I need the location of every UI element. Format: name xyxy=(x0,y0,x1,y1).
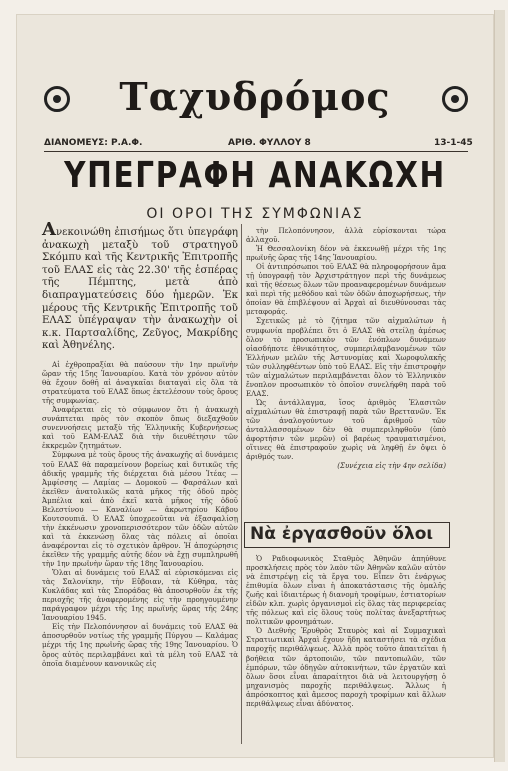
issue-date: 13-1-45 xyxy=(434,138,473,148)
distributor-label: ΔΙΑΝΟΜΕΥΣ: Ρ.Α.Φ. xyxy=(44,138,143,148)
paper-edge-strip xyxy=(494,10,505,762)
left-paragraph: Αἱ ἐχθροπραξίαι θὰ παύσουν τὴν 1ην πρωϊνὴν ὥραν τῆς 15ης Ἰανουαρίου. Κατὰ τὸν χρόνον αὐτὸν θὰ ἔχουν δοθῆ αἱ ἀναγκαῖαι διαταγαὶ εἰς ὅλα τὰ στρατεύματα τοῦ ΕΛΑΣ ὅπως ἐκτελέσουν τοὺς ὅρους τῆς συμφωνίας. xyxy=(42,360,238,406)
left-paragraph: Ὅλαι αἱ δυνάμεις τοῦ ΕΛΑΣ αἱ εὑρισκόμεναι εἰς τὰς Σαλονίκην, τὴν Εὔβοιαν, τὰ Κύθηρα, τὰς Κυκλάδας καὶ τὰς Σποράδας θὰ ἀποσυρθοῦν ἐκ τῆς περιοχῆς τῆς ἀναφερομένης εἰς τὴν προηγουμένην παράγραφον μέχρι τῆς 1ης πρωϊνῆς ὥρας τῆς 24ης Ἰανουαρίου 1945. xyxy=(42,568,238,623)
left-paragraph: Εἰς τὴν Πελοπόννησον αἱ δυνάμεις τοῦ ΕΛΑΣ θὰ ἀποσυρθοῦν νοτίως τῆς γραμμῆς Πύργου — Καλάμας μέχρι τῆς 1ης πρωϊνῆς ὥρας τῆς 19ης Ἰανουαρίου. Ὁ ὅρος αὐτὸς περιλαμβάνει καὶ τὰ μέλη τοῦ ΕΛΑΣ τὰ ὁποῖα διαμένουν κανονικῶς εἰς xyxy=(42,622,238,668)
lead-paragraph xyxy=(42,219,238,353)
right-paragraph: Ἡ Θεσσαλονίκη δέον νὰ ἐκκενωθῇ μέχρι τῆς 1ης πρωϊνῆς ὥρας τῆς 14ης Ἰανουαρίου. xyxy=(246,244,446,263)
column-separator xyxy=(241,224,242,744)
left-paragraph: Σύμφωνα μὲ τοὺς ὅρους τῆς ἀνακωχῆς αἱ δυνάμεις τοῦ ΕΛΑΣ θὰ παραμείνουν βορείως καὶ δυτικῶς τῆς ἀδικῆς γραμμῆς τῆς διέρχεται διὰ μέσου Ἰτέας — Ἀμφίσσης — Λαμίας — Δομοκοῦ — Φαρσάλων καὶ ἐκεῖθεν ἀνατολικῶς κατὰ μῆκος τῆς ὁδοῦ πρὸς Ἀμπέλια καὶ ἀπὸ ἐκεῖ κατὰ μῆκος τῆς ὁδοῦ Βελεστίνου — Καναλίων — ἀκρωτηρίου Κάβου Κουτσουπιᾶ. Ὁ ΕΛΑΣ ὑποχρεοῦται νὰ ἐξασφαλίσῃ τὴν ἐκκένωσιν χρονοπερισσότερον τῶν ὁδῶν αὐτῶν καὶ τὰ ἐκκενώσῃ ὅλας τὰς πόλεις αἱ ὁποῖαι ἀναφέρονται εἰς τὸ σχετικὸν ἄρθρον. Ἡ ἀποχώρησις ἐκεῖθεν τῆς γραμμῆς αὐτῆς δέον νὰ ἔχῃ συμπληρωθῆ τὴν 1ην πρωϊνὴν ὥραν τῆς 18ης Ἰανουαρίου. xyxy=(42,450,238,569)
right-paragraph: Ὡς ἀντάλλαγμα, ἴσος ἀριθμὸς Ἐλασιτῶν αἰχμαλώτων θὰ ἐπιστραφῇ παρὰ τῶν Βρεττανῶν. Ἐκ τῶν ἀναλογούντων τοῦ ἀριθμοῦ τῶν ἀνταλλασσομένων δὲν θὰ συμπεριληφθοῦν (ὑπὸ ἀφορτήσιν τῶν μερῶν) οἱ βαρέως τραυματισμένοι, οἵτινες θὰ ἐπιστραφοῦν χωρὶς νὰ ληφθῇ ἐν ὄψει ὁ ἀριθμός των. xyxy=(246,397,446,462)
box-heading: Νὰ ἐργασθοῦν ὅλοι xyxy=(250,524,434,544)
continued-note: (Συνέχεια εἰς τὴν 4ην σελίδα) xyxy=(337,461,446,471)
box-paragraph: Ὁ Διεθνὴς Ἐρυθρὸς Σταυρὸς καὶ αἱ Συμμαχικαὶ Στρατιωτικαὶ Ἀρχαὶ ἔχουν ἤδη καταστήσει τὰ σχέδια παροχῆς περιθάλψεως. Ἀλλὰ πρὸς τοῦτο ἀπαιτεῖται ἡ βοήθεια τῶν ἀρτοποιῶν, τῶν παντοπωλῶν, τῶν ἐμπόρων, τῶν ὁδηγῶν αὐτοκινήτων, τῶν ἐργατῶν καὶ ὅλων ὅσοι εἶναι ἀπαραίτητοι διὰ νὰ λειτουργήσῃ ὁ μηχανισμὸς παροχῆς περιθάλψεως. Ἄλλως ἡ ἀπρόσκοπτος καὶ ἄμεσος παροχὴ τροφίμων καὶ ἄλλων περιθάλψεως εἶναι ἀδύνατος. xyxy=(246,626,446,708)
issue-number: ΑΡΙΘ. ΦΥΛΛΟΥ 8 xyxy=(228,138,311,148)
newspaper-page xyxy=(16,14,494,758)
right-column xyxy=(246,226,446,470)
box-paragraph: Ὁ Ραδιοφωνικὸς Σταθμὸς Ἀθηνῶν ἀπηύθυνε προσκλήσεις πρὸς τὸν λαὸν τῶν Ἀθηνῶν καλῶν αὐτὸν νὰ ἐπιστρέψῃ εἰς τὰ ἔργα του. Εἶπεν ὅτι ἐνάργως ἐπιθυμία ὅλων εἶναι ἡ ἀποκατάστασις τῆς ὁμαλῆς ζωῆς καὶ ἰδιαιτέρως ἡ διανομὴ τροφίμων, ἐστιατορίων εἰδῶν κλπ. χωρὶς ὀργανισμοὶ εἰς ὅλας τὰς περιφερείας τῆς πόλεως καὶ εἰς ὅλους τοὺς πολίτας ἀνεξαρτήτως πολιτικῶν φρονημάτων. xyxy=(246,554,446,627)
right-paragraph: Σχετικῶς μὲ τὸ ζήτημα τῶν αἰχμαλώτων ἡ συμφωνία προβλέπει ὅτι ὁ ΕΛΑΣ θὰ στείλῃ ἀμέσως ὅλον τὸ προσωπικὸν τῶν ἐνόπλων δυνάμεων οἱασδήποτε ἐθνικότητος, συμπεριλαμβανομένων τῶν Ἑλλήνων μελῶν τῆς Ἀστυνομίας καὶ Χωροφυλακῆς τῶν συλληφθέντων ὑπὸ τοῦ ΕΛΑΣ. Εἰς τὴν ἐπιστροφὴν τῶν αἰχμαλώτων περιλαμβάνεται ὅλον τὸ Ἑλληνικὸν ἔνοπλον προσωπικὸν τὸ ὁποῖον συνελήφθη παρὰ τοῦ ΕΛΑΣ. xyxy=(246,316,446,398)
box-column xyxy=(246,554,446,708)
sub-headline: ΟΙ ΟΡΟΙ ΤΗΣ ΣΥΜΦΩΝΙΑΣ xyxy=(146,206,364,222)
masthead-title: Ταχυδρόμος xyxy=(119,74,391,119)
left-column xyxy=(42,360,238,668)
lead-text: νεκοινώθη ἐπισήμως ὅτι ὑπεγράφη ἀνακωχὴ μεταξὺ τοῦ στρατηγοῦ Σκόμπυ καὶ τῆς Κεντρικῆς Ἐπιτροπῆς τοῦ ΕΛΑΣ εἰς τὰς 22.30' τῆς ἑσπέρας τῆς Πέμπτης, μετὰ ἀπὸ διαπραγματεύσεις δύο ἡμερῶν. Ἐκ μέρους τῆς Κεντρικῆς Ἐπιτροπῆς τοῦ ΕΛΑΣ ὑπέγραψαν τὴν ἀνακωχὴν οἱ κ.κ. Παρτσαλίδης, Ζεῦγος, Μακρίδης καὶ Ἀθηνέλης. xyxy=(42,227,238,352)
left-paragraph: Ἀναφέρεται εἰς τὸ σύμφωνον ὅτι ἡ ἀνακωχὴ συνάπτεται πρὸς τὸν σκοπὸν ὅπως διεξαχθοῦν συνεννοήσεις μεταξὺ τῆς Ἑλληνικῆς Κυβερνήσεως καὶ τοῦ ΕΑΜ-ΕΛΑΣ διὰ τὴν διευθέτησιν τῶν ἐκκρεμῶν ζητημάτων. xyxy=(42,405,238,451)
right-paragraph: τὴν Πελοπόννησον, ἀλλὰ εὑρίσκονται τώρα ἀλλαχοῦ. xyxy=(246,226,446,245)
header-rule xyxy=(44,151,468,152)
main-headline: ΥΠΕΓΡΑΦΗ ΑΝΑΚΩΧΗ xyxy=(64,155,446,196)
lead-drop-cap: Α xyxy=(42,219,56,240)
right-paragraph: Οἱ ἀντιπρόσωποι τοῦ ΕΛΑΣ θὰ πληροφορήσουν ἅμα τῇ ὑπογραφῇ τὸν Ἀρχιστράτηγον περὶ τῆς δυνάμεως καὶ τῆς θέσεως ὅλων τῶν προαναφερομένων δυνάμεων καὶ περὶ τῆς μεθόδου καὶ τῶν ὁδῶν ἀποχωρήσεως, τὴν ὁποίαν θὰ ἐπιβλέψουν αἱ Ἀρχαὶ αἱ διευθύνουσαι τὰς μεταφοράς. xyxy=(246,262,446,317)
